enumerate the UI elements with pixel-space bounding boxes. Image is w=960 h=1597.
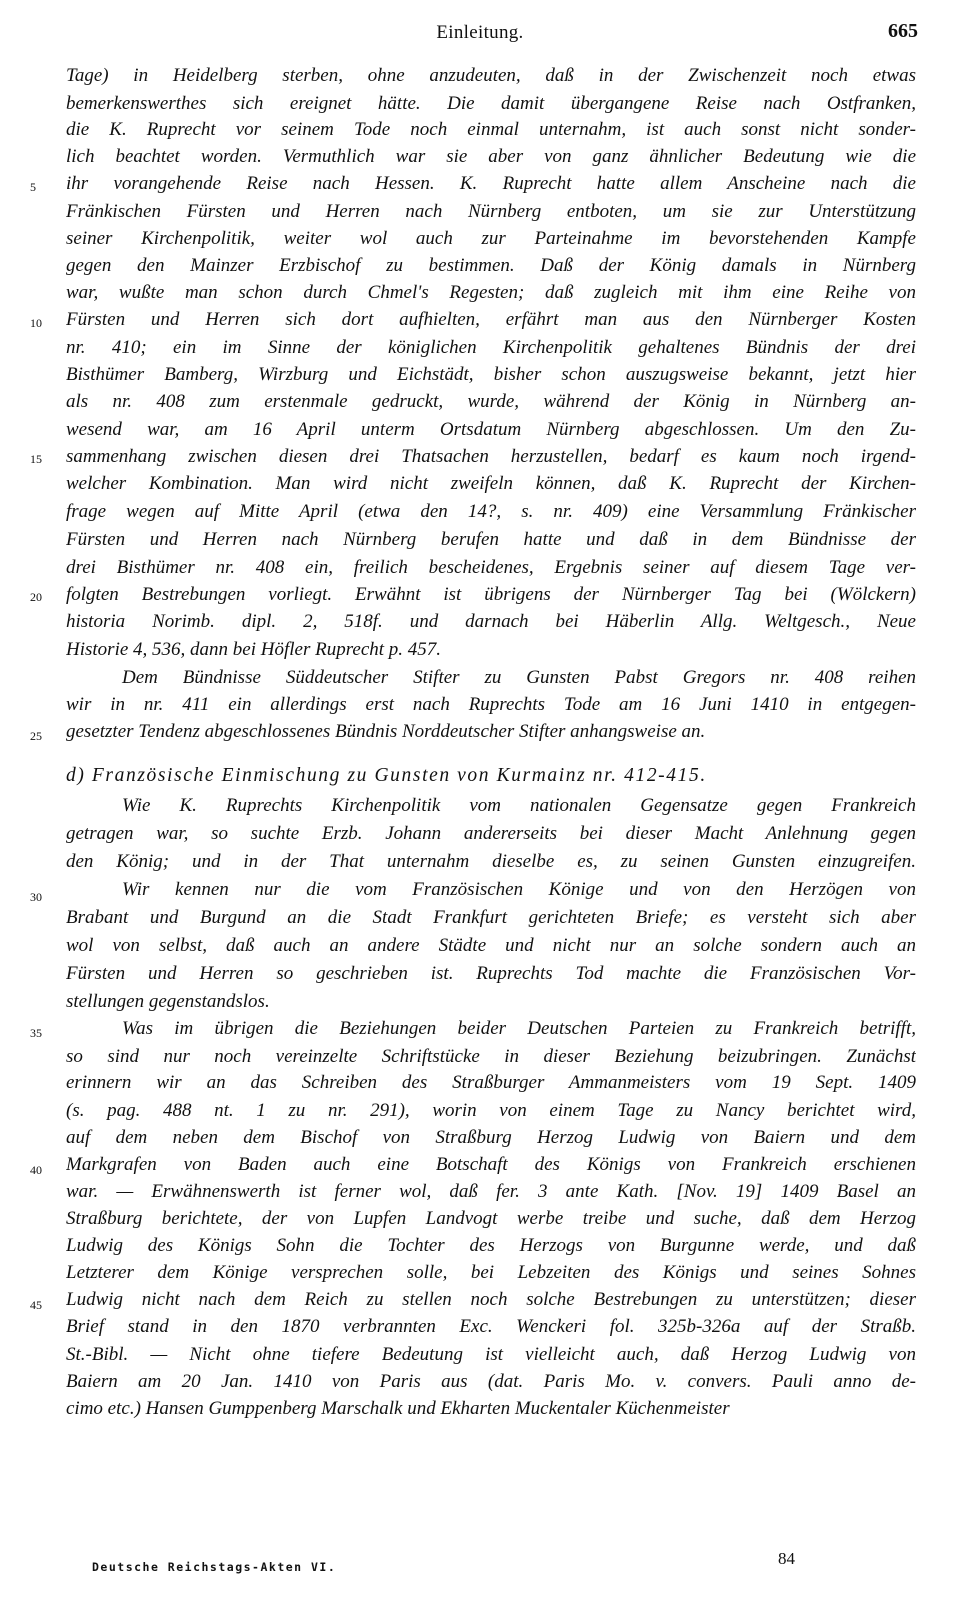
footer-series-title: Deutsche Reichstags-Akten VI. <box>92 1560 337 1574</box>
text-line: Ludwig des Königs Sohn die Tochter des Herzogs von Burgunne werde, und daß <box>66 1235 916 1256</box>
text-line: so sind nur noch vereinzelte Schriftstücke in dieser Beziehung beizubringen. Zunächst <box>66 1046 916 1067</box>
text-line: Fürsten und Herren so geschrieben ist. Ruprechts Tod machte die Französischen Vor- <box>66 963 916 984</box>
text-line: Tage) in Heidelberg sterben, ohne anzudeuten, daß in der Zwischenzeit noch etwas <box>66 65 916 86</box>
text-line: seiner Kirchenpolitik, weiter wol auch zur Parteinahme im bevorstehenden Kampfe <box>66 228 916 249</box>
text-line: Fürsten und Herren nach Nürnberg berufen hatte und daß in dem Bündnisse der <box>66 529 916 550</box>
text-line: wesend war, am 16 April unterm Ortsdatum Nürnberg abgeschlossen. Um den Zu- <box>66 419 916 440</box>
text-line: Was im übrigen die Beziehungen beider Deutschen Parteien zu Frankreich betrifft, <box>122 1018 916 1039</box>
signature-mark: 84 <box>778 1549 795 1568</box>
text-line: auf dem neben dem Bischof von Straßburg Herzog Ludwig von Baiern und dem <box>66 1127 916 1148</box>
text-line: Brabant und Burgund an die Stadt Frankfurt gerichteten Briefe; es versteht sich aber <box>66 907 916 928</box>
text-line: Historie 4, 536, dann bei Höfler Ruprecht p. 457. <box>66 639 442 660</box>
text-line: Fürsten und Herren sich dort aufhielten, erfährt man aus den Nürnberger Kosten <box>66 309 916 330</box>
text-line: Markgrafen von Baden auch eine Botschaft des Königs von Frankreich erschienen <box>66 1154 916 1175</box>
text-line: nr. 410; ein im Sinne der königlichen Kirchenpolitik gehaltenes Bündnis der drei <box>66 337 916 358</box>
text-line: den König; und in der That unternahm dieselbe es, zu seinen Gunsten einzugreifen. <box>66 851 916 872</box>
text-line: Brief stand in den 1870 verbrannten Exc. Wenckeri fol. 325b-326a auf der Straßb. <box>66 1316 916 1337</box>
text-line: drei Bisthümer nr. 408 ein, freilich bescheidenes, Ergebnis seiner auf diesem Tage ver- <box>66 557 916 578</box>
page-number: 665 <box>888 20 918 42</box>
text-line: war, wußte man schon durch Chmel's Regesten; daß zugleich mit ihm eine Reihe von <box>66 282 916 303</box>
text-line: Wie K. Ruprechts Kirchenpolitik vom nationalen Gegensatze gegen Frankreich <box>122 795 916 816</box>
text-line: Bisthümer Bamberg, Wirzburg und Eichstädt, bisher schon auszugsweise bekannt, jetzt hier <box>66 364 916 385</box>
text-line: war. — Erwähnenswerth ist ferner wol, daß fer. 3 ante Kath. [Nov. 19] 1409 Basel an <box>66 1181 916 1202</box>
text-line: Dem Bündnisse Süddeutscher Stifter zu Gunsten Pabst Gregors nr. 408 reihen <box>122 667 916 688</box>
text-line: (s. pag. 488 nt. 1 zu nr. 291), worin von einem Tage zu Nancy berichtet wird, <box>66 1100 916 1121</box>
text-line: gesetzter Tendenz abgeschlossenes Bündnis Norddeutscher Stifter anhangsweise an. <box>66 721 706 742</box>
text-line: wir in nr. 411 ein allerdings erst nach Ruprechts Tode am 16 Juni 1410 in entgegen- <box>66 694 916 715</box>
text-line: die K. Ruprecht vor seinem Tode noch einmal unternahm, ist auch sonst nicht sonder- <box>66 119 916 140</box>
text-line: lich beachtet worden. Vermuthlich war sie aber von ganz ähnlicher Bedeutung wie die <box>66 146 916 167</box>
line-number: 30 <box>30 890 42 904</box>
text-line: erinnern wir an das Schreiben des Straßburger Ammanmeisters vom 19 Sept. 1409 <box>66 1072 916 1093</box>
text-line: Baiern am 20 Jan. 1410 von Paris aus (dat. Paris Mo. v. convers. Pauli anno de- <box>66 1371 916 1392</box>
text-line: ihr vorangehende Reise nach Hessen. K. Ruprecht hatte allem Anscheine nach die <box>66 173 916 194</box>
text-line: stellungen gegenstandslos. <box>66 991 270 1012</box>
text-line: folgten Bestrebungen vorliegt. Erwähnt ist übrigens der Nürnberger Tag bei (Wölckern) <box>66 584 916 605</box>
text-line: Ludwig nicht nach dem Reich zu stellen noch solche Bestrebungen zu unterstützen; dieser <box>66 1289 916 1310</box>
text-line: Fränkischen Fürsten und Herren nach Nürnberg entboten, um sie zur Unterstützung <box>66 201 916 222</box>
text-line: cimo etc.) Hansen Gumppenberg Marschalk und Ekharten Muckentaler Küchenmeister <box>66 1398 730 1419</box>
line-number: 25 <box>30 729 42 743</box>
line-number: 20 <box>30 590 42 604</box>
line-number: 15 <box>30 452 42 466</box>
text-line: getragen war, so suchte Erzb. Johann andererseits bei dieser Macht Anlehnung gegen <box>66 823 916 844</box>
text-line: Letzterer dem Könige versprechen solle, bei Lebzeiten des Königs und seines Sohnes <box>66 1262 916 1283</box>
text-line: d) Französische Einmischung zu Gunsten von Kurmainz nr. 412-415. <box>66 765 707 786</box>
text-line: historia Norimb. dipl. 2, 518f. und darnach bei Häberlin Allg. Weltgesch., Neue <box>66 611 916 632</box>
text-line: St.-Bibl. — Nicht ohne tiefere Bedeutung ist vielleicht auch, daß Herzog Ludwig von <box>66 1344 916 1365</box>
line-number: 10 <box>30 316 42 330</box>
line-number: 35 <box>30 1026 42 1040</box>
text-line: wol von selbst, daß auch an andere Städte und nicht nur an solche sondern auch an <box>66 935 916 956</box>
text-line: gegen den Mainzer Erzbischof zu bestimmen. Daß der König damals in Nürnberg <box>66 255 916 276</box>
text-line: sammenhang zwischen diesen drei Thatsachen herzustellen, bedarf es kaum noch irgend- <box>66 446 916 467</box>
text-line: Wir kennen nur die vom Französischen Könige und von den Herzögen von <box>122 879 916 900</box>
running-head: Einleitung. <box>436 22 524 43</box>
text-line: frage wegen auf Mitte April (etwa den 14?, s. nr. 409) eine Versammlung Fränkischer <box>66 501 916 522</box>
text-line: als nr. 408 zum erstenmale gedruckt, wurde, während der König in Nürnberg an- <box>66 391 916 412</box>
text-line: welcher Kombination. Man wird nicht zweifeln können, daß K. Ruprecht der Kirchen- <box>66 473 916 494</box>
text-line: bemerkenswerthes sich ereignet hätte. Die damit übergangene Reise nach Ostfranken, <box>66 93 916 114</box>
line-number: 5 <box>30 180 36 194</box>
text-line: Straßburg berichtete, der von Lupfen Landvogt werbe treibe und suche, daß dem Herzog <box>66 1208 916 1229</box>
line-number: 40 <box>30 1163 42 1177</box>
line-number: 45 <box>30 1298 42 1312</box>
